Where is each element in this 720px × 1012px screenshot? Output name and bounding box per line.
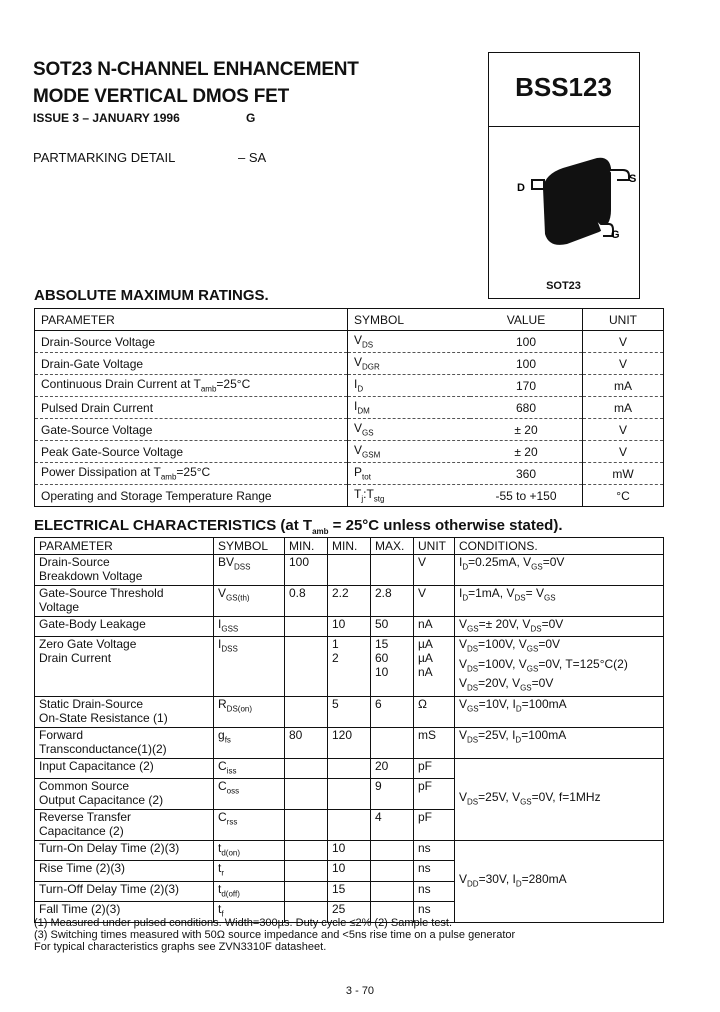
symbol-cell: $V_{DS}$ [348, 331, 471, 353]
col-symbol: SYMBOL [348, 309, 471, 331]
max-cell: 6 [371, 696, 414, 727]
title-line-2: MODE VERTICAL DMOS FET [33, 86, 289, 107]
min-cell: 0.8 [285, 586, 328, 617]
min-cell [285, 778, 328, 809]
footnotes [34, 917, 515, 953]
conditions-cell: $V_{DD}=30V$, $I_D=280mA$ [455, 840, 664, 922]
symbol-cell: $t_{d(on)}$ [214, 840, 285, 860]
symbol-cell: $I_{DSS}$ [214, 637, 285, 696]
symbol-cell: $C_{iss}$ [214, 758, 285, 778]
package-label: SOT23 [546, 280, 581, 292]
pin-d-label: D [517, 182, 525, 194]
symbol-cell: $V_{GSM}$ [348, 441, 471, 463]
conditions-cell: $I_D=0.25mA$, $V_{GS}=0V$ [455, 555, 664, 586]
unit-cell: nA [414, 617, 455, 637]
param-cell: Input Capacitance (2) [35, 758, 214, 778]
unit-cell: ns [414, 861, 455, 881]
typ-cell: 10 [328, 617, 371, 637]
abs-max-heading: ABSOLUTE MAXIMUM RATINGS. [34, 287, 269, 304]
table-row [35, 353, 664, 375]
pin-d-lead [532, 180, 544, 189]
param-cell: Turn-On Delay Time (2)(3) [35, 840, 214, 860]
typ-cell: 1 2 [328, 637, 371, 696]
col-typ: MIN. [328, 538, 371, 555]
value-cell: 170 [470, 375, 583, 397]
conditions-cell: $I_D=1mA$, $V_{DS}= V_{GS}$ [455, 586, 664, 617]
electrical-heading: ELECTRICAL CHARACTERISTICS (at $T_{amb} = 25^\circ C$ unless otherwise stated). [34, 517, 563, 536]
part-number: BSS123 [515, 72, 612, 102]
max-cell: 50 [371, 617, 414, 637]
param-cell: Turn-Off Delay Time (2)(3) [35, 881, 214, 901]
max-cell: 4 [371, 809, 414, 840]
unit-cell: V [414, 555, 455, 586]
symbol-cell: $t_{d(off)}$ [214, 881, 285, 901]
document-title [33, 56, 359, 110]
max-cell [371, 881, 414, 901]
param-cell: Operating and Storage Temperature Range [35, 485, 348, 507]
unit-cell: mS [414, 727, 455, 758]
unit-cell: pF [414, 809, 455, 840]
unit-cell: V [414, 586, 455, 617]
electrical-header-row [35, 538, 664, 555]
unit-cell: mA [583, 397, 664, 419]
param-cell: Power Dissipation at $T_{amb}=25^\circ C$ [35, 463, 348, 485]
footnote-2: (3) Switching times measured with 50Ω source impedance and <5ns rise time on a pulse generator [34, 929, 516, 941]
param-cell: Gate-Source Voltage [35, 419, 348, 441]
conditions-cell: $V_{DS}=25V$, $I_D=100mA$ [455, 727, 664, 758]
max-cell [371, 727, 414, 758]
symbol-cell: $I_{DM}$ [348, 397, 471, 419]
col-conditions: CONDITIONS. [455, 538, 664, 555]
typ-cell [328, 555, 371, 586]
param-cell: Rise Time (2)(3) [35, 861, 214, 881]
page-number: 3 - 70 [345, 985, 375, 997]
param-cell: Drain-Source Breakdown Voltage [35, 555, 214, 586]
abs-max-header-row [35, 309, 664, 331]
col-value: VALUE [470, 309, 583, 331]
conditions-cell: $V_{GS}=10V$, $I_D=100mA$ [455, 696, 664, 727]
unit-cell: pF [414, 778, 455, 809]
symbol-cell: $I_D$ [348, 375, 471, 397]
symbol-cell: $V_{DGR}$ [348, 353, 471, 375]
conditions-cell: $V_{GS}=\pm 20V$, $V_{DS}=0V$ [455, 617, 664, 637]
param-cell: Peak Gate-Source Voltage [35, 441, 348, 463]
max-cell [371, 840, 414, 860]
min-cell [285, 840, 328, 860]
col-unit: UNIT [583, 309, 664, 331]
unit-cell: µA µA nA [414, 637, 455, 696]
typ-cell: 15 [328, 881, 371, 901]
min-cell [285, 617, 328, 637]
value-cell: ± 20 [470, 419, 583, 441]
min-cell [285, 637, 328, 696]
param-cell: Drain-Gate Voltage [35, 353, 348, 375]
table-row [35, 441, 664, 463]
max-cell: 15 60 10 [371, 637, 414, 696]
issue-mark: G [246, 111, 256, 125]
typ-cell: 25 [328, 902, 371, 922]
value-cell: 360 [470, 463, 583, 485]
col-unit: UNIT [414, 538, 455, 555]
param-cell: Pulsed Drain Current [35, 397, 348, 419]
param-cell: Static Drain-Source On-State Resistance (1) [35, 696, 214, 727]
min-cell [285, 758, 328, 778]
value-cell: 100 [470, 331, 583, 353]
max-cell [371, 555, 414, 586]
sot23-package-drawing [505, 140, 645, 280]
issue-date: ISSUE 3 – JANUARY 1996 [33, 111, 180, 125]
abs-max-table [34, 308, 664, 507]
table-row [35, 331, 664, 353]
param-cell: Continuous Drain Current at $T_{amb}=25^\circ C$ [35, 375, 348, 397]
min-cell [285, 861, 328, 881]
table-row [35, 375, 664, 397]
unit-cell: V [583, 331, 664, 353]
table-row [35, 586, 664, 617]
symbol-cell: $V_{GS}$ [348, 419, 471, 441]
unit-cell: Ω [414, 696, 455, 727]
typ-cell: 5 [328, 696, 371, 727]
typ-cell: 120 [328, 727, 371, 758]
col-parameter: PARAMETER [35, 309, 348, 331]
col-symbol: SYMBOL [214, 538, 285, 555]
unit-cell: ns [414, 840, 455, 860]
param-cell: Common Source Output Capacitance (2) [35, 778, 214, 809]
symbol-cell: $t_f$ [214, 902, 285, 922]
table-row [35, 397, 664, 419]
max-cell: 9 [371, 778, 414, 809]
typ-cell: 10 [328, 840, 371, 860]
symbol-cell: $C_{rss}$ [214, 809, 285, 840]
table-row [35, 696, 664, 727]
param-cell: Reverse Transfer Capacitance (2) [35, 809, 214, 840]
col-parameter: PARAMETER [35, 538, 214, 555]
param-cell: Fall Time (2)(3) [35, 902, 214, 922]
symbol-cell: $t_r$ [214, 861, 285, 881]
unit-cell: °C [583, 485, 664, 507]
min-cell [285, 809, 328, 840]
value-cell: -55 to +150 [470, 485, 583, 507]
param-cell: Zero Gate Voltage Drain Current [35, 637, 214, 696]
table-row [35, 555, 664, 586]
footnote-1: (1) Measured under pulsed conditions. Width=300µs. Duty cycle ≤2% (2) Sample test. [34, 917, 453, 929]
table-row [35, 840, 664, 860]
unit-cell: ns [414, 902, 455, 922]
col-max: MAX. [371, 538, 414, 555]
typ-cell [328, 778, 371, 809]
pin-s-lead [609, 170, 629, 180]
typ-cell: 2.2 [328, 586, 371, 617]
table-row [35, 758, 664, 778]
min-cell: 100 [285, 555, 328, 586]
package-body [543, 158, 611, 245]
unit-cell: mW [583, 463, 664, 485]
symbol-cell: $R_{DS(on)}$ [214, 696, 285, 727]
param-cell: Drain-Source Voltage [35, 331, 348, 353]
conditions-cell: $V_{DS}=100V$, $V_{GS}=0V$ $V_{DS}=100V$, $V_{GS}=0V$, T=125°C(2) $V_{DS}=20V$, $V_{GS}=0V$ [455, 637, 664, 696]
symbol-cell: $V_{GS(th)}$ [214, 586, 285, 617]
conditions-cell: $V_{DS}=25V$, $V_{GS}=0V$, f=1MHz [455, 758, 664, 840]
symbol-cell: $I_{GSS}$ [214, 617, 285, 637]
pin-s-label: S [629, 173, 637, 185]
typ-cell [328, 809, 371, 840]
value-cell: 680 [470, 397, 583, 419]
table-row [35, 727, 664, 758]
symbol-cell: $C_{oss}$ [214, 778, 285, 809]
unit-cell: ns [414, 881, 455, 901]
symbol-cell: $BV_{DSS}$ [214, 555, 285, 586]
typ-cell [328, 758, 371, 778]
min-cell [285, 696, 328, 727]
param-cell: Gate-Source Threshold Voltage [35, 586, 214, 617]
typ-cell: 10 [328, 861, 371, 881]
partmarking-label: PARTMARKING DETAIL [33, 150, 176, 165]
electrical-table [34, 537, 664, 923]
unit-cell: mA [583, 375, 664, 397]
partmarking-value: – SA [238, 150, 267, 165]
footnote-3: For typical characteristics graphs see ZVN3310F datasheet. [34, 941, 327, 953]
max-cell [371, 861, 414, 881]
part-box-divider [488, 126, 639, 127]
max-cell: 2.8 [371, 586, 414, 617]
table-row [35, 485, 664, 507]
table-row [35, 617, 664, 637]
param-cell: Gate-Body Leakage [35, 617, 214, 637]
table-row [35, 463, 664, 485]
min-cell: 80 [285, 727, 328, 758]
table-row [35, 637, 664, 696]
table-row [35, 419, 664, 441]
value-cell: 100 [470, 353, 583, 375]
symbol-cell: $P_{tot}$ [348, 463, 471, 485]
min-cell [285, 881, 328, 901]
max-cell: 20 [371, 758, 414, 778]
unit-cell: V [583, 419, 664, 441]
unit-cell: V [583, 353, 664, 375]
col-min: MIN. [285, 538, 328, 555]
title-line-1: SOT23 N-CHANNEL ENHANCEMENT [33, 59, 359, 80]
symbol-cell: $T_j:T_{stg}$ [348, 485, 471, 507]
unit-cell: V [583, 441, 664, 463]
value-cell: ± 20 [470, 441, 583, 463]
param-cell: Forward Transconductance(1)(2) [35, 727, 214, 758]
pin-g-label: G [611, 229, 620, 241]
unit-cell: pF [414, 758, 455, 778]
symbol-cell: $g_{fs}$ [214, 727, 285, 758]
